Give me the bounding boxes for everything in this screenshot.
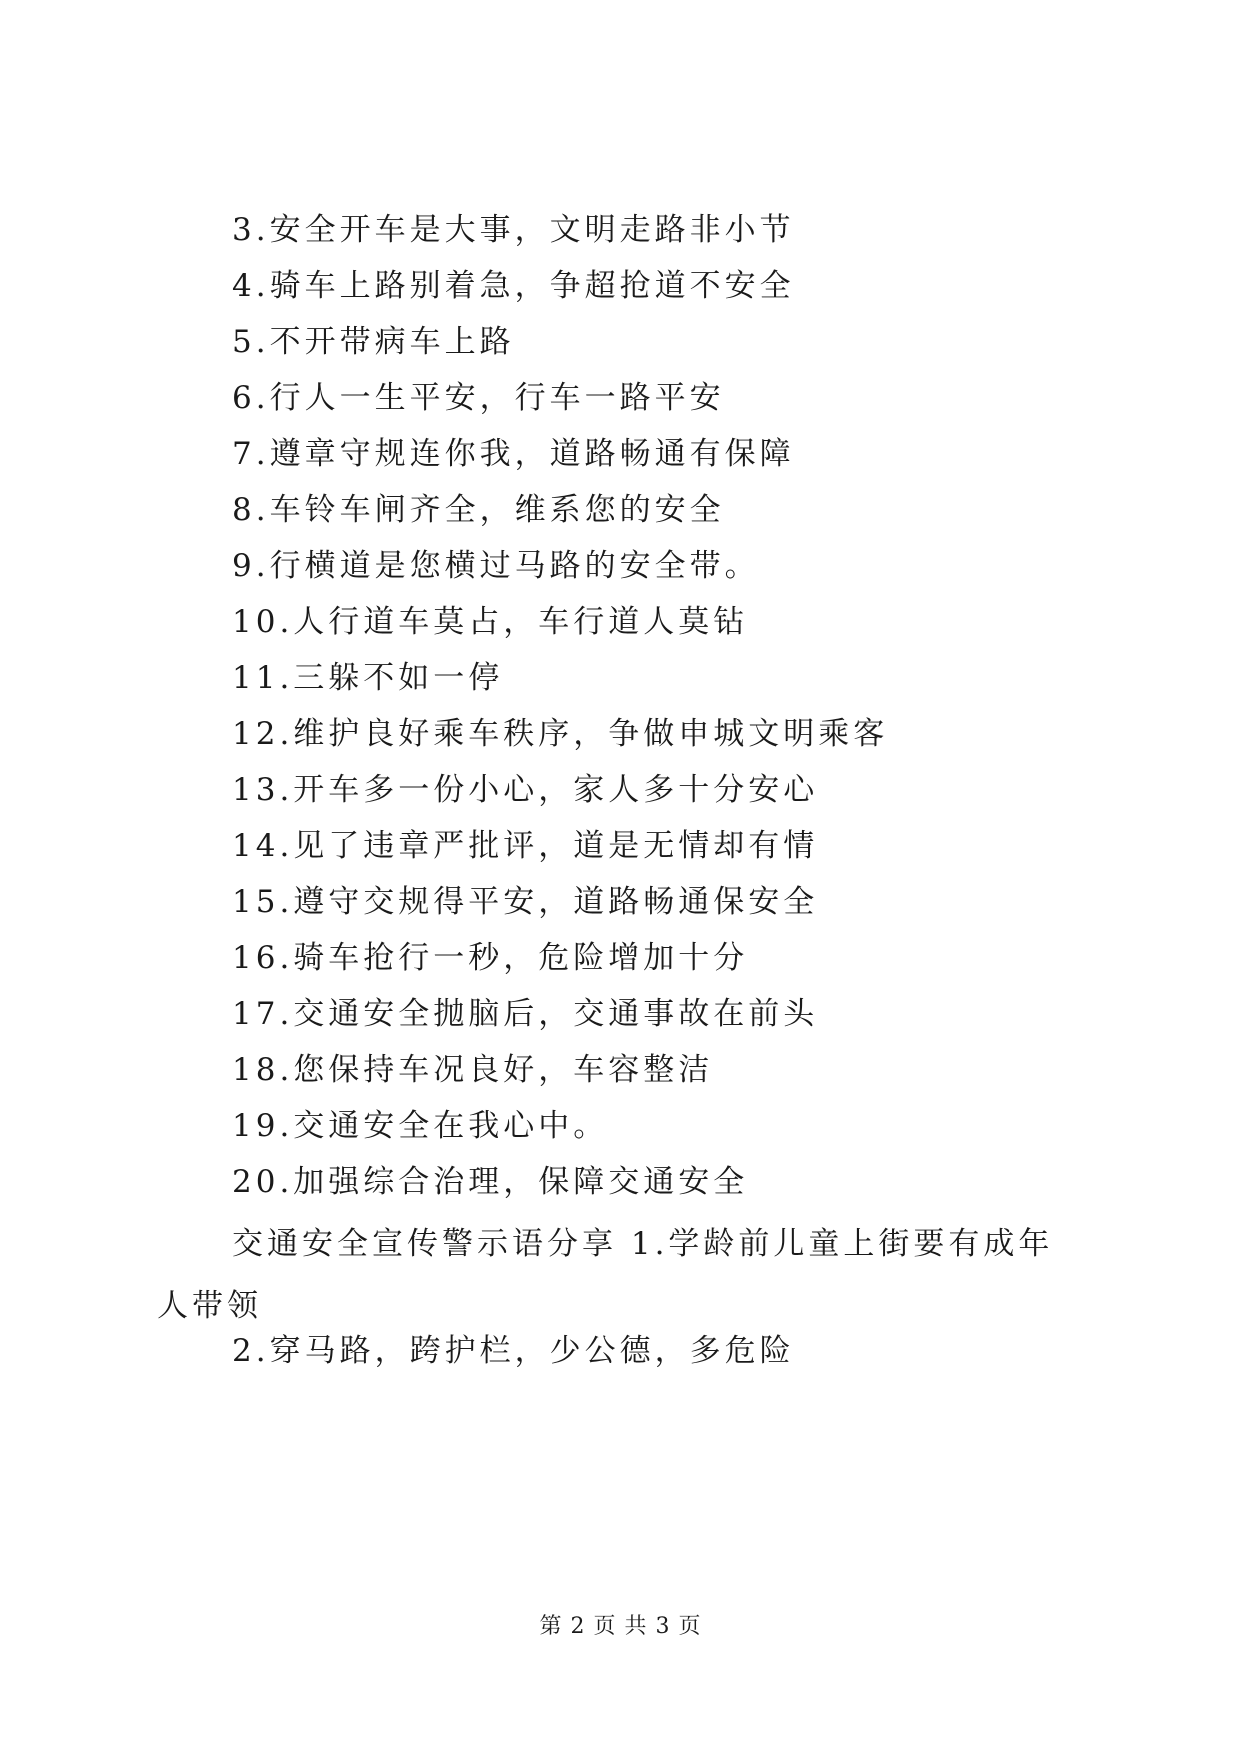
slogan-line: 8.车铃车闸齐全，维系您的安全: [232, 492, 725, 528]
slogan-line: 17.交通安全抛脑后，交通事故在前头: [232, 996, 819, 1032]
slogan-line: 7.遵章守规连你我，道路畅通有保障: [232, 436, 795, 472]
slogan-line: 15.遵守交规得平安，道路畅通保安全: [232, 884, 819, 920]
page-footer: 第 2 页 共 3 页: [539, 1614, 702, 1639]
slogan-line: 12.维护良好乘车秩序，争做申城文明乘客: [232, 716, 889, 752]
slogan-line: 11.三躲不如一停: [232, 660, 504, 696]
slogan-line: 20.加强综合治理，保障交通安全: [232, 1164, 749, 1200]
slogan-line: 2.穿马路，跨护栏，少公德，多危险: [232, 1333, 795, 1369]
slogan-line: 9.行横道是您横过马路的安全带。: [232, 548, 760, 584]
slogan-line: 14.见了违章严批评，道是无情却有情: [232, 828, 819, 864]
slogan-line: 19.交通安全在我心中。: [232, 1108, 609, 1144]
slogan-line: 6.行人一生平安，行车一路平安: [232, 380, 725, 416]
slogan-line: 18.您保持车况良好，车容整洁: [232, 1052, 714, 1088]
slogan-line: 13.开车多一份小心，家人多十分安心: [232, 772, 819, 808]
slogan-line: 4.骑车上路别着急，争超抢道不安全: [232, 268, 795, 304]
slogan-line: 16.骑车抢行一秒，危险增加十分: [232, 940, 749, 976]
section-paragraph: 交通安全宣传警示语分享 1.学龄前儿童上街要有成年人带领: [157, 1226, 1054, 1324]
slogan-line: 3.安全开车是大事，文明走路非小节: [232, 212, 795, 248]
slogan-line: 10.人行道车莫占，车行道人莫钻: [232, 604, 749, 640]
slogan-line: 5.不开带病车上路: [232, 324, 515, 360]
